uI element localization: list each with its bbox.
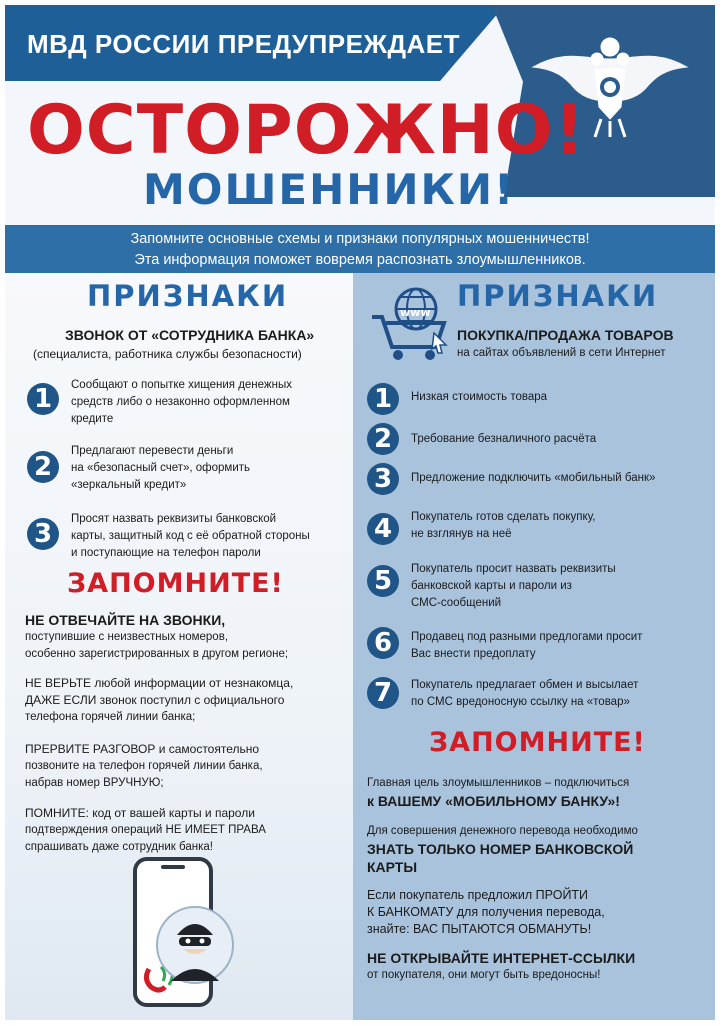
tip-lead: НЕ ОТКРЫВАЙТЕ ИНТЕРНЕТ-ССЫЛКИ [367,950,636,966]
right-subnote: на сайтах объявлений в сети Интернет [457,347,666,359]
intro-banner [5,225,715,273]
thief-avatar-icon [155,905,235,985]
right-heading: ПРИЗНАКИ [457,279,659,313]
left-sign-item [71,511,310,562]
tip-lead: ПОМНИТЕ: код от вашей карты и пароли [25,806,255,820]
tip-line: позвоните на телефон горячей линии банка, [25,760,263,772]
tip-lead: К БАНКОМАТУ для получения перевода, [367,905,605,919]
right-sign-item [411,431,596,448]
item-line: на «безопасный счет», оформить [71,462,251,474]
cart-www-label: www [400,306,431,319]
item-line: Просят назвать реквизиты банковской [71,513,277,525]
tip-line: поступившие с неизвестных номеров, [25,631,229,643]
tip-line: телефона горячей линии банка; [25,711,196,723]
right-number-badge: 5 [367,565,399,597]
right-tip [367,823,638,876]
tip-lead: к ВАШЕМУ «МОБИЛЬНОМУ БАНКУ»! [367,793,620,809]
left-sign-item [71,377,292,428]
right-number-badge: 2 [367,423,399,455]
item-line: не взглянув на неё [411,528,512,540]
right-tip [367,775,629,810]
tip-line: Для совершения денежного перевода необходимо [367,825,638,837]
right-subtitle: ПОКУПКА/ПРОДАЖА ТОВАРОВ [457,327,674,343]
right-number-badge: 6 [367,627,399,659]
item-line: Покупатель готов сделать покупку, [411,511,596,523]
right-number-badge: 7 [367,677,399,709]
item-line: по СМС вредоносную ссылку на «товар» [411,696,630,708]
tip-line: спрашивать даже сотрудник банка! [25,841,213,853]
tip-line: набрав номер ВРУЧНУЮ; [25,777,164,789]
right-number-badge: 3 [367,463,399,495]
right-tip [367,949,635,984]
tip-line: Если покупатель предложил ПРОЙТИ [367,888,589,902]
tip-lead: НЕ ВЕРЬТЕ любой информации от незнакомца, [25,676,294,690]
left-remember-heading: ЗАПОМНИТЕ! [67,568,284,599]
left-tip [25,611,288,663]
intro-line-1: Запомните основные схемы и признаки популярных мошенничеств! [130,231,590,247]
item-line: кредите [71,413,114,425]
item-line: и поступающие на телефон пароли [71,547,261,559]
tip-lead: ДАЖЕ ЕСЛИ звонок поступил с официального [25,693,285,707]
intro-line-2: Эта информация поможет вовремя распознать злоумышленников. [134,252,586,268]
item-line: Предлагают перевести деньги [71,445,234,457]
left-sign-item [71,443,250,494]
right-sign-item [411,677,638,711]
right-sign-item [411,629,642,663]
poster [5,5,715,1020]
item-line: Покупатель просит назвать реквизиты [411,563,616,575]
item-line: «зеркальный кредит» [71,479,187,491]
item-line: средств либо о незаконно оформленном [71,396,290,408]
left-subtitle: ЗВОНОК ОТ «СОТРУДНИКА БАНКА» [65,327,315,343]
right-sign-item [411,561,616,612]
tip-lead: знайте: ВАС ПЫТАЮТСЯ ОБМАНУТЬ! [367,922,592,936]
left-subnote: (специалиста, работника службы безопасности) [33,347,302,361]
item-line: Сообщают о попытке хищения денежных [71,379,292,391]
right-number-badge: 4 [367,513,399,545]
left-number-badge: 1 [27,383,59,415]
right-sign-item [411,470,655,487]
item-line: СМС-сообщений [411,597,502,609]
tip-lead: ПРЕРВИТЕ РАЗГОВОР и самостоятельно [25,742,260,756]
right-remember-heading: ЗАПОМНИТЕ! [429,727,646,758]
title-fraudsters: МОШЕННИКИ! [143,165,516,214]
item-line: Требование безналичного расчёта [411,433,597,445]
tip-lead: ЗНАТЬ ТОЛЬКО НОМЕР БАНКОВСКОЙ [367,841,634,857]
title-caution: ОСТОРОЖНО! [27,91,586,170]
tip-lead: НЕ ОТВЕЧАЙТЕ НА ЗВОНКИ, [25,612,226,628]
item-line: Низкая стоимость товара [411,391,548,403]
tip-lead: КАРТЫ [367,859,418,875]
tip-line: от покупателя, они могут быть вредоносны! [367,969,601,981]
tip-line: подтверждения операций НЕ ИМЕЕТ ПРАВА [25,824,266,836]
left-number-badge: 2 [27,451,59,483]
tip-line: Главная цель злоумышленников – подключиться [367,777,630,789]
banner-text: МВД РОССИИ ПРЕДУПРЕЖДАЕТ [27,29,460,59]
right-tip [367,887,605,938]
right-sign-item [411,389,547,406]
item-line: банковской карты и пароли из [411,580,572,592]
left-heading: ПРИЗНАКИ [87,279,289,313]
shopping-cart-icon [370,283,452,363]
left-tip [25,805,266,856]
item-line: Вас внести предоплату [411,648,536,660]
right-sign-item [411,509,595,543]
item-line: Предложение подключить «мобильный банк» [411,472,656,484]
left-tip [25,741,263,792]
item-line: Продавец под разными предлогами просит [411,631,643,643]
item-line: Покупатель предлагает обмен и высылает [411,679,639,691]
left-number-badge: 3 [27,518,59,550]
right-number-badge: 1 [367,383,399,415]
item-line: карты, защитный код с её обратной стороны [71,530,310,542]
tip-line: особенно зарегистрированных в другом регионе; [25,648,289,660]
left-tip [25,675,293,726]
